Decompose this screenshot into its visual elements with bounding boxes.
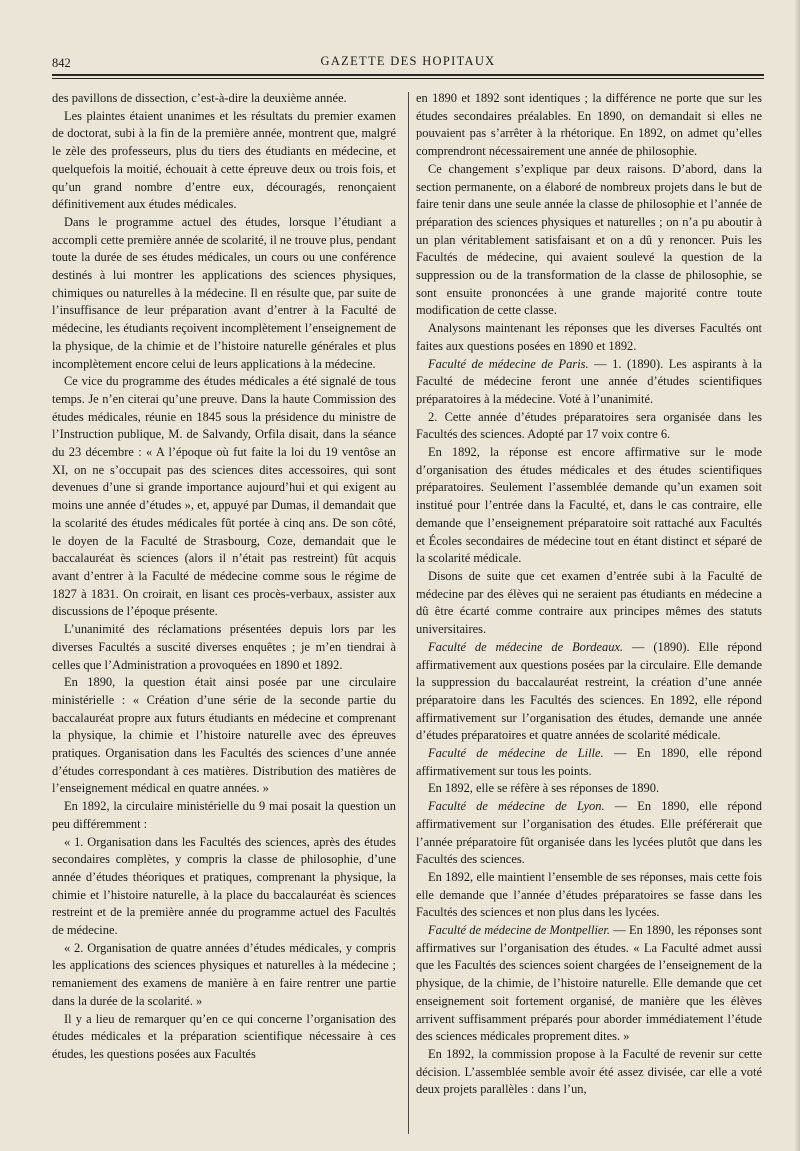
right-column xyxy=(416,90,762,1099)
lille-faculty-paragraph xyxy=(416,745,762,780)
paragraph: En 1892, elle se réfère à ses réponses de 1890. xyxy=(428,781,660,796)
faculty-name-montpellier: Faculté de médecine de Montpellier. xyxy=(428,923,610,938)
header-rule-thin xyxy=(52,78,764,79)
scan-edge-shadow xyxy=(794,0,800,1151)
paragraph: en 1890 et 1892 sont identiques ; la différence ne porte que sur les études secondaires préalables. En 1890, on demandait si elles ne pouvaient pas s’arrêter à la rhétorique. En 1892, on admet qu’elles comprendront nécessairement une année de philosophie. xyxy=(416,91,762,159)
header-rule-thick xyxy=(52,74,764,76)
lyon-faculty-paragraph xyxy=(416,798,762,869)
paris-faculty-paragraph xyxy=(416,356,762,409)
paragraph: En 1890, la question était ainsi posée par une circulaire ministérielle : « Création d’une série de la seconde partie du baccalauréat propre aux futurs étudiants en médecine et comprenant la physique, la chimie et l’histoire naturelle avec des épreuves pratiques. Organisation dans les Facultés des sciences d’une année d’études correspondant à ces matières. Distribution des matières de l’enseignement médical en quatre années. » xyxy=(52,675,396,796)
bordeaux-faculty-paragraph xyxy=(416,639,762,745)
montpellier-faculty-paragraph xyxy=(416,922,762,1046)
paragraph: des pavillons de dissection, c’est-à-dire la deuxième année. xyxy=(52,91,347,105)
paragraph: En 1892, la réponse est encore affirmative sur le mode d’organisation des études médicales et des études scientifiques préparatoires. Seulement l’assemblée demande qu’un examen soit institué pour l’entrée dans la Faculté, et, dans le cas contraire, elle demande que l’enseignement préparatoire soit rattaché aux Facultés et Écoles secondaires de médecine tout en étant distinct et séparé de la scolarité médicale. xyxy=(416,445,762,566)
paragraph: En 1892, la commission propose à la Faculté de revenir sur cette décision. L’assemblée semble avoir été assez divisée, car elle a voté deux projets parallèles : dans l’un, xyxy=(416,1046,762,1097)
paragraph: « 1. Organisation dans les Facultés des sciences, après des études secondaires complètes, y compris la classe de philosophie, d’une année d’études théoriques et pratiques, comprenant la physique, la chimie et l’histoire naturelle, à la place du baccalauréat ès sciences restreint et de la première année du programme actuel des Facultés de médecine. xyxy=(52,834,396,938)
paragraph-text: — (1890). Elle répond affirmativement aux questions posées par la circulaire. Elle demande la suppression du baccalauréat restreint, la création d’une année préparatoire dans les Facultés des sciences. En 1892, elle répond affirmativement sur l’organisation des études, demande une année d’études préparatoires et quatre années de scolarité médicale. xyxy=(416,639,762,743)
paragraph-text: — 1. (1890). Les aspirants à la Faculté de médecine feront une année d’études scientifiques préparatoires à la médecine. Voté à l’unanimité. xyxy=(416,356,763,406)
paragraph: Analysons maintenant les réponses que les diverses Facultés ont faites aux questions posées en 1890 et 1892. xyxy=(416,321,762,353)
paragraph: Dans le programme actuel des études, lorsque l’étudiant a accompli cette première année de scolarité, il ne trouve plus, pendant toute la durée de ses études médicales, un cours ou une conférence destinés à lui montrer les applications des sciences physiques, chimiques ou naturelles à la médecine. Il en résulte que, par suite de l’insuffisance de leur préparation avant d’entrer à la Faculté de médecine, les étudiants reçoivent incomplètement l’enseignement de la physique, de la chimie et de l’histoire naturelle générales et plus incomplètement encore celui de leurs applications à la médecine. xyxy=(52,214,396,371)
paragraph: Disons de suite que cet examen d’entrée subi à la Faculté de médecine par des élèves qui ne seraient pas étudiants en médecine a dû être écarté comme contraire aux principes mêmes des statuts universitaires. xyxy=(416,568,762,637)
paragraph-text: — En 1890, elle répond affirmativement sur l’organisation des études. Elle préférerait que l’année préparatoire fût organisée dans les lycées plutôt que dans les Facultés des sciences. xyxy=(416,799,762,867)
faculty-name-lyon: Faculté de médecine de Lyon. xyxy=(428,799,605,814)
left-column xyxy=(52,90,396,1064)
paragraph-text: — En 1890, les réponses sont affirmatives sur l’organisation des études. « La Faculté admet aussi que les Facultés des sciences soient chargées de l’enseignement de la physique, de la chimie, de l’histoire naturelle. Elle demande que cet enseignement soit fortement organisé, de manière que les élèves arrivent suffisamment préparés pour aborder immédiatement l’étude des sciences médicales proprement dites. » xyxy=(416,923,762,1044)
paragraph-text: — En 1890, elle répond affirmativement sur tous les points. xyxy=(416,746,762,778)
paragraph: En 1892, elle maintient l’ensemble de ses réponses, mais cette fois elle demande que l’année d’études préparatoires se fasse dans les Facultés des sciences et non plus dans les lycées. xyxy=(416,869,762,920)
faculty-name-bordeaux: Faculté de médecine de Bordeaux. xyxy=(428,639,624,654)
paragraph: 2. Cette année d’études préparatoires sera organisée dans les Facultés des sciences. Adopté par 17 voix contre 6. xyxy=(416,409,762,442)
paragraph: Ce changement s’explique par deux raisons. D’abord, dans la section permanente, on a élaboré de nombreux projets dans le but de faire tenir dans une seule année la classe de philosophie et l’année de préparation des sciences physiques et naturelles ; on n’a pu aboutir à un plan véritablement satisfaisant et on a dû y renoncer. Puis les Facultés de médecine, qui avaient soulevé la question de la suppression ou de la transformation de la classe de philosophie, se sont ensuite prononcées à une grande majorité contre toute modification de cette classe. xyxy=(416,161,762,318)
faculty-name-paris: Faculté de médecine de Paris. xyxy=(428,356,589,371)
paragraph: Les plaintes étaient unanimes et les résultats du premier examen de doctorat, subi à la fin de la première année, montrent que, malgré le zèle des professeurs, plus du tiers des étudiants en médecine, et quelquefois la moitié, échouait à cette épreuve deux ou trois fois, et qu’un grand nombre d’entre eux, découragés, renonçaient définitivement aux études médicales. xyxy=(52,108,396,212)
paragraph: L’unanimité des réclamations présentées depuis lors par les diverses Facultés a suscité diverses enquêtes ; je m’en tiendrai à celles que l’Administration a provoquées en 1890 et 1892. xyxy=(52,622,396,672)
journal-title: GAZETTE DES HOPITAUX xyxy=(320,54,496,68)
paragraph: Il y a lieu de remarquer qu’en ce qui concerne l’organisation des études médicales et la préparation scientifique nécessaire à ces études, les questions posées aux Facultés xyxy=(52,1011,396,1061)
page-header xyxy=(52,52,764,72)
column-divider xyxy=(408,92,409,1134)
paragraph: En 1892, la circulaire ministérielle du 9 mai posait la question un peu différemment : xyxy=(52,799,396,831)
page-number: 842 xyxy=(52,56,71,70)
faculty-name-lille: Faculté de médecine de Lille. xyxy=(428,746,604,761)
paragraph: Ce vice du programme des études médicales a été signalé de tous temps. Je n’en citerai qu’une preuve. Dans la haute Commission des études médicales, réunie en 1845 sous la présidence du ministre de l’Instruction publique, M. de Salvandy, Orfila disait, dans la séance du 23 décembre : « A l’époque où fut faite la loi du 19 ventôse an XI, on ne s’occupait pas des sciences dites accessoires, qui sont devenues d’une si grande importance aujourd’hui et qui exigent au moins une année d’études », et, appuyé par Dumas, il demandait que la scolarité des études médicales fût portée à cinq ans. De son côté, le doyen de la Faculté de Strasbourg, Coze, demandait que le baccalauréat ès sciences (alors il n’était pas restreint) fût acquis avant d’entrer à la Faculté de médecine comme sous le régime de 1827 à 1831. On croirait, en lisant ces procès-verbaux, assister aux discussions de l’époque présente. xyxy=(52,374,396,619)
paragraph: « 2. Organisation de quatre années d’études médicales, y compris les applications des sciences physiques et naturelles à la médecine ; remaniement des examens de manière à en faire rentrer une partie dans la durée de la scolarité. » xyxy=(52,940,396,1008)
